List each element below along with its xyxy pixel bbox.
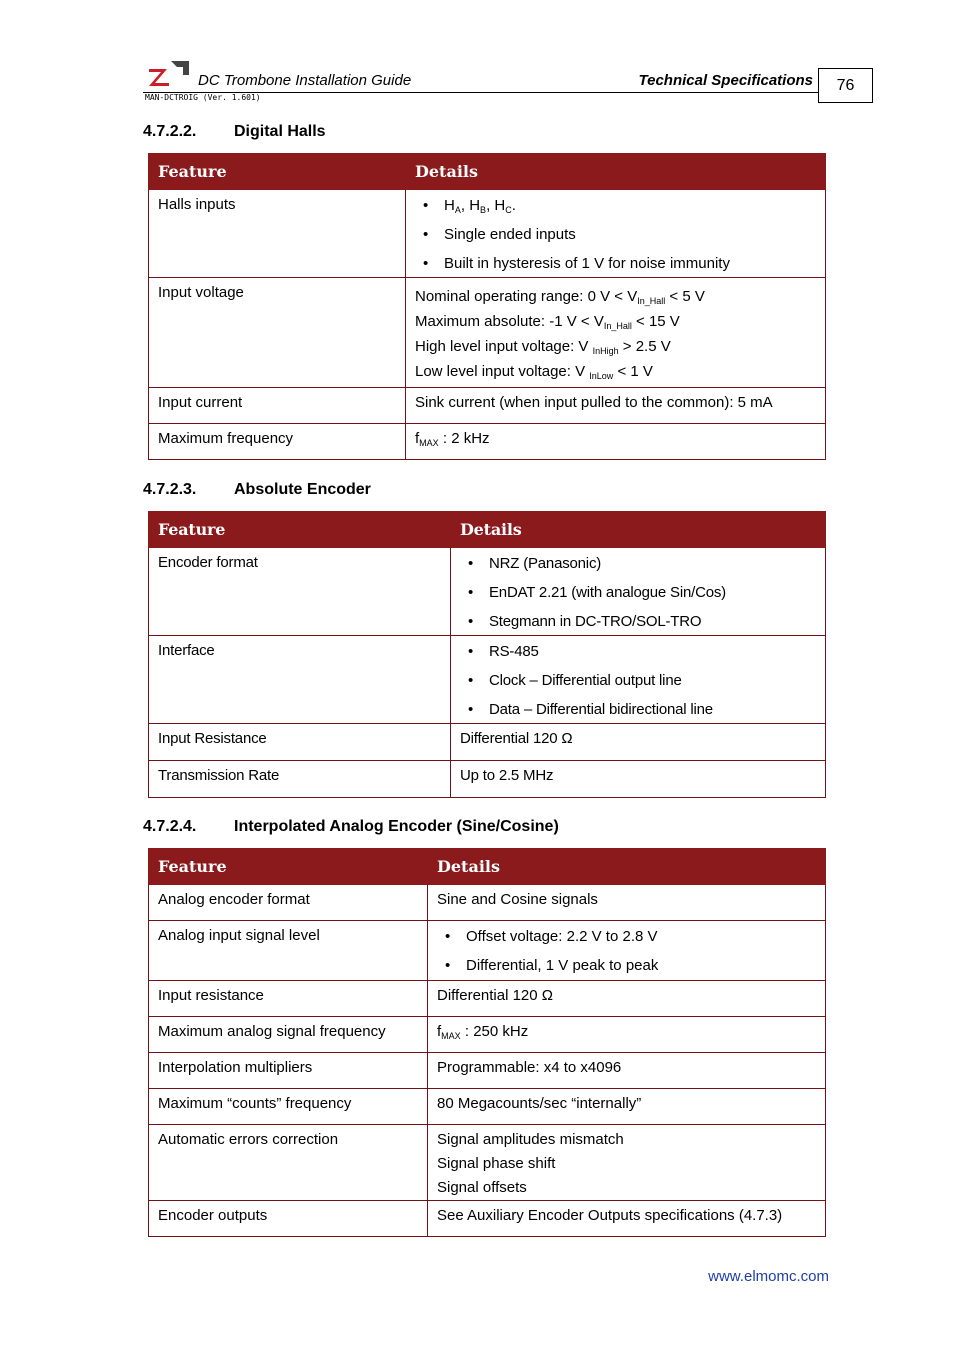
table-row xyxy=(149,761,826,798)
feature-cell: Maximum analog signal frequency xyxy=(149,1017,428,1053)
table-row xyxy=(149,388,826,424)
details-cell: Differential 120 Ω xyxy=(428,981,826,1017)
column-header-feature: Feature xyxy=(149,154,406,190)
feature-cell: Transmission Rate xyxy=(149,761,451,798)
heading-interpolated-analog-encoder xyxy=(143,818,559,836)
details-cell: Up to 2.5 MHz xyxy=(451,761,826,798)
heading-number: 4.7.2.4. xyxy=(143,818,197,835)
list-item: • Clock – Differential output line xyxy=(468,671,816,691)
feature-cell: Encoder outputs xyxy=(149,1201,428,1237)
table-row xyxy=(149,548,826,636)
details-cell: 80 Megacounts/sec “internally” xyxy=(428,1089,826,1125)
feature-cell: Interface xyxy=(149,636,451,724)
heading-title: Interpolated Analog Encoder (Sine/Cosine) xyxy=(234,818,559,835)
feature-cell: Automatic errors correction xyxy=(149,1125,428,1201)
table-header-row xyxy=(149,849,826,885)
column-header-details: Details xyxy=(406,154,826,190)
details-cell xyxy=(428,1125,826,1201)
list-item: • EnDAT 2.21 (with analogue Sin/Cos) xyxy=(468,583,816,603)
feature-cell: Analog input signal level xyxy=(149,921,428,981)
feature-cell: Maximum “counts” frequency xyxy=(149,1089,428,1125)
heading-number: 4.7.2.2. xyxy=(143,123,197,140)
digital-halls-table xyxy=(148,153,826,460)
column-header-details: Details xyxy=(428,849,826,885)
detail-line: Signal amplitudes mismatch xyxy=(437,1131,624,1148)
feature-cell: Input Resistance xyxy=(149,724,451,761)
list-item: • $H_A$, $H_B$, $H_C$. xyxy=(423,196,816,216)
column-header-feature: Feature xyxy=(149,849,428,885)
table-row xyxy=(149,1125,826,1201)
page-number: 76 xyxy=(818,68,873,103)
table-row xyxy=(149,921,826,981)
list-item: • Single ended inputs xyxy=(423,225,816,245)
elmo-logo xyxy=(147,57,191,87)
table-row xyxy=(149,1017,826,1053)
details-cell: Programmable: x4 to x4096 xyxy=(428,1053,826,1089)
table-row xyxy=(149,885,826,921)
list-item: • RS-485 xyxy=(468,642,816,662)
table-row xyxy=(149,278,826,388)
details-cell: $f_{MAX}$ : 2 kHz xyxy=(406,424,826,460)
heading-number: 4.7.2.3. xyxy=(143,481,197,498)
details-cell xyxy=(451,548,826,636)
details-cell: Nominal operating range: 0 $V < V_{In\_Hall} < 5$ V Maximum absolute: -1 $V < V_{In\_Hall} < 15$ V High level input voltage: V $_{InHigh}$ > 2.5 V Low level input voltage: V $_{InLow}$ < 1 V xyxy=(406,278,826,388)
doc-version: MAN-DCTROIG (Ver. 1.601) xyxy=(145,93,261,102)
details-cell xyxy=(406,190,826,278)
doc-title: DC Trombone Installation Guide xyxy=(198,72,412,89)
table-row xyxy=(149,1053,826,1089)
feature-cell: Input resistance xyxy=(149,981,428,1017)
detail-line: Signal offsets xyxy=(437,1179,527,1196)
section-title: Technical Specifications xyxy=(638,72,813,89)
list-item: • Stegmann in DC-TRO/SOL-TRO xyxy=(468,612,816,632)
feature-cell: Input voltage xyxy=(149,278,406,388)
table-row xyxy=(149,1201,826,1237)
footer-website-link[interactable]: www.elmomc.com xyxy=(708,1268,829,1285)
feature-cell: Interpolation multipliers xyxy=(149,1053,428,1089)
table-row xyxy=(149,636,826,724)
table-row xyxy=(149,724,826,761)
table-header-row xyxy=(149,512,826,548)
details-cell: Sink current (when input pulled to the common): 5 mA xyxy=(406,388,826,424)
heading-absolute-encoder xyxy=(143,481,371,499)
feature-cell: Halls inputs xyxy=(149,190,406,278)
table-header-row xyxy=(149,154,826,190)
list-item: • Offset voltage: 2.2 V to 2.8 V xyxy=(445,927,816,947)
details-cell xyxy=(428,921,826,981)
details-cell: Differential 120 Ω xyxy=(451,724,826,761)
list-item: • Differential, 1 V peak to peak xyxy=(445,956,816,976)
feature-cell: Encoder format xyxy=(149,548,451,636)
list-item: • Data – Differential bidirectional line xyxy=(468,700,816,720)
heading-digital-halls xyxy=(143,123,326,141)
list-item: • Built in hysteresis of 1 V for noise immunity xyxy=(423,254,816,274)
details-cell: $f_{MAX}$ : 250 kHz xyxy=(428,1017,826,1053)
heading-title: Absolute Encoder xyxy=(234,481,371,498)
list-item: • NRZ (Panasonic) xyxy=(468,554,816,574)
details-cell: Sine and Cosine signals xyxy=(428,885,826,921)
table-row xyxy=(149,981,826,1017)
table-row xyxy=(149,424,826,460)
feature-cell: Input current xyxy=(149,388,406,424)
analog-encoder-table xyxy=(148,848,826,1237)
absolute-encoder-table xyxy=(148,511,826,798)
table-row xyxy=(149,190,826,278)
feature-cell: Analog encoder format xyxy=(149,885,428,921)
feature-cell: Maximum frequency xyxy=(149,424,406,460)
detail-line: Signal phase shift xyxy=(437,1155,556,1172)
details-cell: See Auxiliary Encoder Outputs specifications (4.7.3) xyxy=(428,1201,826,1237)
heading-title: Digital Halls xyxy=(234,123,326,140)
column-header-details: Details xyxy=(451,512,826,548)
column-header-feature: Feature xyxy=(149,512,451,548)
table-row xyxy=(149,1089,826,1125)
details-cell xyxy=(451,636,826,724)
